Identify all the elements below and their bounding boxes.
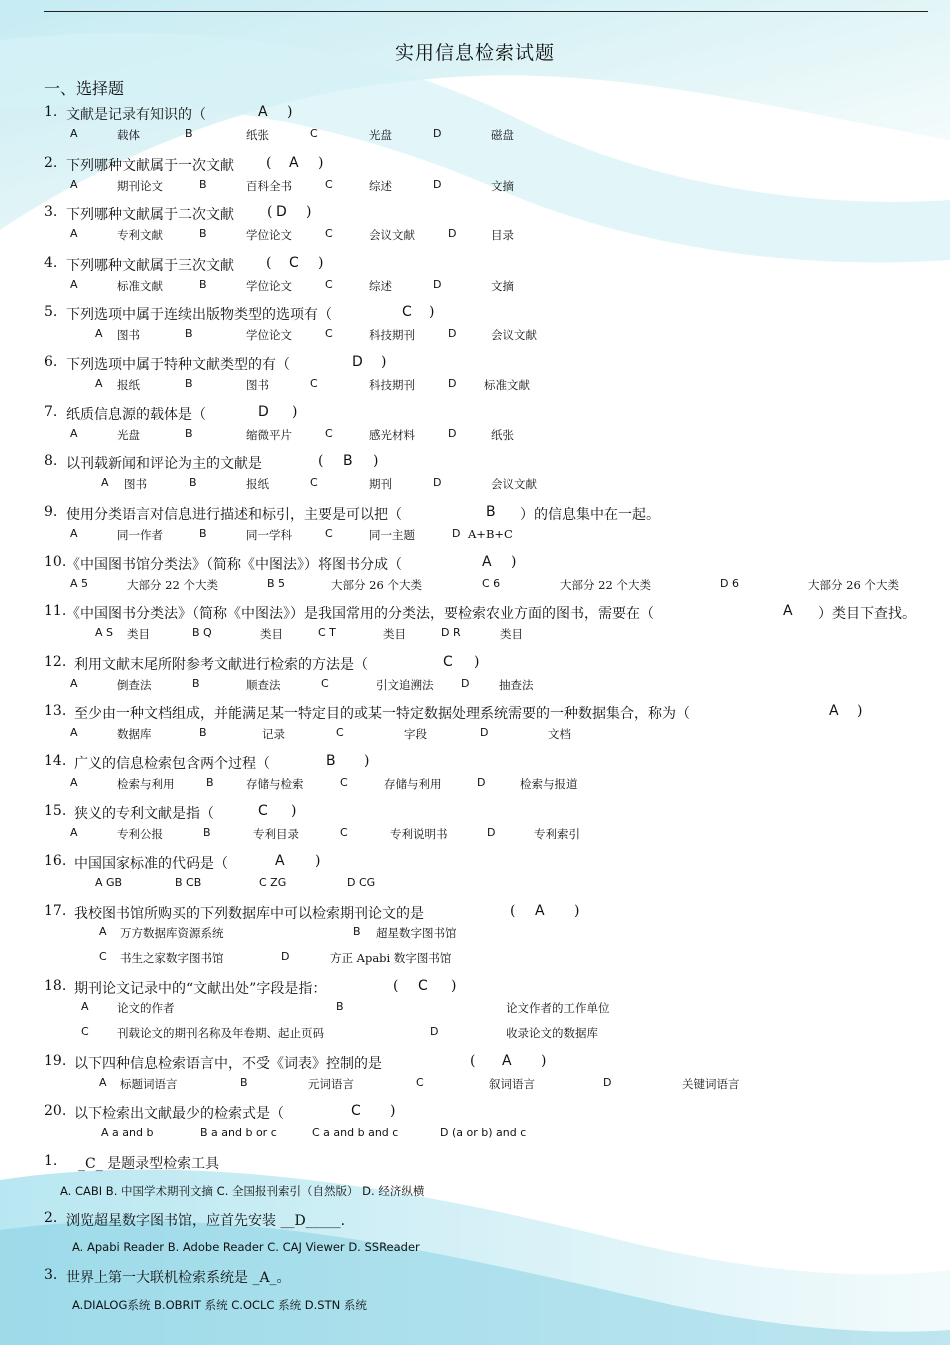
- option-label: C: [336, 726, 344, 739]
- option-label: B: [199, 278, 207, 291]
- option-text: 标准文献: [484, 378, 530, 392]
- option-text: 论文的作者: [117, 1001, 175, 1015]
- answer-letter: C: [402, 304, 412, 320]
- question-text: 狭义的专利文献是指（: [74, 806, 214, 822]
- option-text: 数据库: [117, 727, 152, 741]
- question-text: 下列选项中属于特种文献类型的有（: [66, 357, 290, 373]
- answer-letter: A: [829, 703, 839, 719]
- option-label: D: [448, 227, 457, 240]
- question-19: [44, 1053, 66, 1069]
- option-label: A: [70, 826, 78, 839]
- option-text: 同一学科: [246, 528, 292, 542]
- option-label: B: [189, 476, 197, 489]
- option-text: 报纸: [246, 477, 269, 491]
- question-9: [44, 504, 57, 520]
- question-text: 期刊论文记录中的“文献出处”字段是指：: [74, 981, 327, 997]
- option-text: 大部分 22 个大类: [127, 578, 218, 592]
- answer-letter: A: [275, 853, 285, 869]
- question-number: 9.: [44, 504, 58, 520]
- option-label: A: [70, 527, 78, 540]
- option-label: D: [448, 427, 457, 440]
- answer-letter: A: [783, 603, 793, 619]
- option-text: 图书: [117, 328, 140, 342]
- option-label: D: [448, 377, 457, 390]
- question-text: 文献是记录有知识的（: [66, 107, 206, 123]
- answer-paren-close: ): [318, 155, 324, 171]
- option-text: 同一作者: [117, 528, 163, 542]
- option-text: 字段: [404, 727, 427, 741]
- option-text: 检索与利用: [117, 777, 175, 791]
- option-text: 百科全书: [246, 179, 292, 193]
- question-text: 下列哪种文献属于一次文献: [66, 158, 234, 174]
- option-label: B Q: [192, 626, 212, 639]
- option-label: C ZG: [259, 876, 287, 889]
- part2-options: A. Apabi Reader B. Adobe Reader C. CAJ Viewer D. SSReader: [72, 1240, 420, 1254]
- option-label: B: [240, 1076, 248, 1089]
- option-text: 报纸: [117, 378, 140, 392]
- option-label: B: [199, 726, 207, 739]
- option-label: B CB: [175, 876, 202, 889]
- option-label: C T: [318, 626, 336, 639]
- question-number: 15.: [44, 803, 67, 819]
- option-text: 书生之家数字图书馆: [120, 951, 224, 965]
- option-label: B 5: [267, 577, 286, 590]
- option-label: B: [199, 178, 207, 191]
- answer-paren-close: ): [291, 803, 297, 819]
- question-15: [44, 803, 66, 819]
- option-text: 专利索引: [534, 827, 580, 841]
- answer-paren-close: ): [292, 404, 298, 420]
- question-text: 以下四种信息检索语言中，不受《词表》控制的是: [74, 1056, 382, 1072]
- answer-letter: B: [486, 504, 496, 520]
- question-18: [44, 978, 66, 994]
- option-label: D: [433, 476, 442, 489]
- answer-paren-close: ): [451, 978, 457, 994]
- question-number: 11.: [44, 603, 67, 619]
- question-number: 5.: [44, 304, 58, 320]
- option-label: A GB: [95, 876, 123, 889]
- option-text: 图书: [124, 477, 147, 491]
- option-label: B: [185, 327, 193, 340]
- question-number: 6.: [44, 354, 58, 370]
- answer-paren-open: (: [266, 255, 272, 271]
- answer-paren-close: ): [364, 753, 370, 769]
- option-text: 会议文献: [491, 477, 537, 491]
- option-label: A: [70, 278, 78, 291]
- option-label: A 5: [70, 577, 89, 590]
- answer-paren-close: ): [287, 104, 293, 120]
- option-text: 磁盘: [491, 128, 514, 142]
- option-label: A: [70, 427, 78, 440]
- option-text: 记录: [262, 727, 285, 741]
- answer-paren-close: ): [306, 204, 312, 220]
- question-4: [44, 255, 57, 271]
- option-label: C: [99, 950, 107, 963]
- section-heading: 一、选择题: [44, 79, 125, 98]
- option-label: B: [199, 227, 207, 240]
- option-label: B: [203, 826, 211, 839]
- part2-options: A.DIALOG系统 B.OBRIT 系统 C.OCLC 系统 D.STN 系统: [72, 1298, 367, 1312]
- answer-letter: A: [289, 155, 299, 171]
- option-text: 综述: [369, 279, 392, 293]
- option-label: A: [70, 677, 78, 690]
- option-text: 载体: [117, 128, 140, 142]
- option-text: 纸张: [491, 428, 514, 442]
- option-label: D: [448, 327, 457, 340]
- option-text: 引文追溯法: [376, 678, 434, 692]
- header-rule: [44, 11, 928, 12]
- option-text: 倒查法: [117, 678, 152, 692]
- option-label: D: [433, 278, 442, 291]
- option-label: C a and b and c: [312, 1126, 399, 1139]
- option-text: 专利说明书: [390, 827, 448, 841]
- question-8: [44, 453, 57, 469]
- answer-paren-open: (: [510, 903, 516, 919]
- option-text: 光盘: [117, 428, 140, 442]
- question-6: [44, 354, 57, 370]
- answer-paren-close: ): [857, 703, 863, 719]
- answer-paren-open: (: [393, 978, 399, 994]
- option-label: C: [340, 776, 348, 789]
- question-number: 17.: [44, 903, 67, 919]
- answer-paren-close: ): [390, 1103, 396, 1119]
- answer-paren-close: ): [574, 903, 580, 919]
- option-text: 类目: [500, 627, 523, 641]
- option-label: C: [325, 278, 333, 291]
- option-label: D: [603, 1076, 612, 1089]
- option-label: B: [353, 925, 361, 938]
- question-number: 12.: [44, 654, 67, 670]
- question-text: 下列哪种文献属于二次文献: [66, 207, 234, 223]
- option-text: 科技期刊: [369, 328, 415, 342]
- option-label: A: [95, 377, 103, 390]
- option-label: D: [480, 726, 489, 739]
- option-text: 专利目录: [253, 827, 299, 841]
- answer-paren-open: (: [470, 1053, 476, 1069]
- question-text: 《中国图书分类法》（简称《中图法》）是我国常用的分类法，要检索农业方面的图书，需要在（: [66, 606, 654, 622]
- answer-letter: A: [258, 104, 268, 120]
- option-text: 标题词语言: [120, 1077, 178, 1091]
- option-label: A: [70, 776, 78, 789]
- answer-letter: A: [482, 554, 492, 570]
- option-text: 顺查法: [246, 678, 281, 692]
- option-label: C: [416, 1076, 424, 1089]
- option-label: A: [99, 925, 107, 938]
- question-number: 13.: [44, 703, 67, 719]
- question-number: 1.: [44, 104, 58, 120]
- option-text: 存储与检索: [246, 777, 304, 791]
- option-label: D: [433, 127, 442, 140]
- option-text: 检索与报道: [520, 777, 578, 791]
- option-text: 抽查法: [499, 678, 534, 692]
- question-text: 广义的信息检索包含两个过程（: [74, 756, 270, 772]
- option-label: C: [81, 1025, 89, 1038]
- answer-letter: B: [343, 453, 353, 469]
- question-number: 16.: [44, 853, 67, 869]
- question-text: 《中国图书馆分类法》（简称《中图法》）将图书分成（: [66, 557, 402, 573]
- question-text: 下列选项中属于连续出版物类型的选项有（: [66, 307, 332, 323]
- answer-paren-close: ): [318, 255, 324, 271]
- option-label: A: [101, 476, 109, 489]
- answer-letter: D: [276, 204, 287, 220]
- option-label: D: [433, 178, 442, 191]
- option-text: 方正 Apabi 数字图书馆: [330, 951, 452, 965]
- option-text: 标准文献: [117, 279, 163, 293]
- option-text: 存储与利用: [384, 777, 442, 791]
- option-text: 学位论文: [246, 228, 292, 242]
- answer-letter: D: [258, 404, 269, 420]
- option-text: 大部分 26 个大类: [808, 578, 899, 592]
- question-text: 使用分类语言对信息进行描述和标引，主要是可以把（: [66, 507, 402, 523]
- part2-number: 2.: [44, 1210, 58, 1226]
- option-text: 文档: [548, 727, 571, 741]
- option-label: C: [321, 677, 329, 690]
- option-label: D (a or b) and c: [440, 1126, 527, 1139]
- answer-paren-close: ): [373, 453, 379, 469]
- option-text: 缩微平片: [246, 428, 292, 442]
- option-text: A+B+C: [468, 527, 513, 541]
- option-label: D: [461, 677, 470, 690]
- option-label: B: [185, 127, 193, 140]
- option-text: 文摘: [491, 179, 514, 193]
- answer-paren-close: ): [541, 1053, 547, 1069]
- option-text: 光盘: [369, 128, 392, 142]
- question-number: 20.: [44, 1103, 67, 1119]
- option-text: 收录论文的数据库: [506, 1026, 598, 1040]
- question-7: [44, 404, 57, 420]
- question-number: 7.: [44, 404, 58, 420]
- part2-number: 3.: [44, 1267, 58, 1283]
- option-label: A: [81, 1000, 89, 1013]
- question-text-tail: ）的信息集中在一起。: [520, 507, 660, 523]
- question-2: [44, 155, 57, 171]
- question-number: 4.: [44, 255, 58, 271]
- option-label: D: [477, 776, 486, 789]
- option-text: 论文作者的工作单位: [506, 1001, 610, 1015]
- question-17: [44, 903, 66, 919]
- option-text: 大部分 26 个大类: [331, 578, 422, 592]
- question-text: 以刊载新闻和评论为主的文献是: [66, 456, 262, 472]
- option-label: B: [185, 427, 193, 440]
- option-label: B a and b or c: [200, 1126, 277, 1139]
- question-text: 下列哪种文献属于三次文献: [66, 258, 234, 274]
- option-text: 会议文献: [491, 328, 537, 342]
- question-11: [44, 603, 66, 619]
- question-3: [44, 204, 57, 220]
- option-label: A: [70, 127, 78, 140]
- question-text: 我校图书馆所购买的下列数据库中可以检索期刊论文的是: [74, 906, 424, 922]
- option-label: C: [310, 377, 318, 390]
- answer-paren-close: ): [429, 304, 435, 320]
- question-10: [44, 554, 66, 570]
- option-text: 文摘: [491, 279, 514, 293]
- option-label: C 6: [482, 577, 501, 590]
- answer-letter: D: [352, 354, 363, 370]
- question-text: 纸质信息源的载体是（: [66, 407, 206, 423]
- option-text: 科技期刊: [369, 378, 415, 392]
- option-label: D: [487, 826, 496, 839]
- option-label: C: [310, 127, 318, 140]
- question-number: 19.: [44, 1053, 67, 1069]
- question-16: [44, 853, 66, 869]
- option-text: 大部分 22 个大类: [560, 578, 651, 592]
- question-number: 14.: [44, 753, 67, 769]
- question-5: [44, 304, 57, 320]
- option-text: 类目: [127, 627, 150, 641]
- option-text: 专利公报: [117, 827, 163, 841]
- option-label: C: [325, 227, 333, 240]
- question-number: 18.: [44, 978, 67, 994]
- option-text: 超星数字图书馆: [376, 926, 457, 940]
- option-text: 综述: [369, 179, 392, 193]
- part2-question-text: _C_ 是题录型检索工具: [78, 1156, 220, 1172]
- answer-letter: C: [418, 978, 428, 994]
- answer-paren-close: ): [511, 554, 517, 570]
- question-20: [44, 1103, 66, 1119]
- answer-letter: A: [502, 1053, 512, 1069]
- question-number: 10.: [44, 554, 67, 570]
- option-text: 期刊论文: [117, 179, 163, 193]
- question-number: 8.: [44, 453, 58, 469]
- answer-paren-close: ): [315, 853, 321, 869]
- question-text: 利用文献末尾所附参考文献进行检索的方法是（: [74, 657, 368, 673]
- option-label: A: [95, 327, 103, 340]
- part2-question-text: 浏览超星数字图书馆，应首先安装 __D_____.: [66, 1213, 346, 1229]
- option-text: 关键词语言: [682, 1077, 740, 1091]
- option-text: 学位论文: [246, 328, 292, 342]
- option-label: A: [70, 178, 78, 191]
- option-text: 图书: [246, 378, 269, 392]
- question-number: 3.: [44, 204, 58, 220]
- question-number: 2.: [44, 155, 58, 171]
- part2-options: A. CABI B. 中国学术期刊文摘 C. 全国报刊索引（自然版） D. 经济纵横: [60, 1184, 425, 1198]
- option-text: 专利文献: [117, 228, 163, 242]
- answer-letter: B: [326, 753, 336, 769]
- option-label: A: [70, 227, 78, 240]
- option-label: D: [430, 1025, 439, 1038]
- option-label: C: [310, 476, 318, 489]
- option-text: 同一主题: [369, 528, 415, 542]
- answer-paren-close: ): [381, 354, 387, 370]
- option-text: 学位论文: [246, 279, 292, 293]
- option-text: 类目: [383, 627, 406, 641]
- option-text: 纸张: [246, 128, 269, 142]
- answer-letter: C: [289, 255, 299, 271]
- option-text: 感光材料: [369, 428, 415, 442]
- answer-paren-open: (: [267, 204, 273, 220]
- question-text: 中国国家标准的代码是（: [74, 856, 228, 872]
- question-text: 以下检索出文献最少的检索式是（: [74, 1106, 284, 1122]
- option-label: B: [185, 377, 193, 390]
- question-text: 至少由一种文档组成，并能满足某一特定目的或某一特定数据处理系统需要的一种数据集合，称为（: [74, 706, 690, 722]
- answer-letter: C: [351, 1103, 361, 1119]
- option-text: 类目: [260, 627, 283, 641]
- question-13: [44, 703, 66, 719]
- option-label: D CG: [347, 876, 376, 889]
- option-label: A: [99, 1076, 107, 1089]
- option-label: D R: [441, 626, 461, 639]
- answer-letter: C: [258, 803, 268, 819]
- question-14: [44, 753, 66, 769]
- option-label: C: [325, 427, 333, 440]
- option-label: B: [336, 1000, 344, 1013]
- question-1: [44, 104, 57, 120]
- option-text: 叙词语言: [489, 1077, 535, 1091]
- option-text: 刊载论文的期刊名称及年卷期、起止页码: [117, 1026, 324, 1040]
- option-label: B: [192, 677, 200, 690]
- option-text: 万方数据库资源系统: [120, 926, 224, 940]
- option-label: C: [325, 178, 333, 191]
- option-label: D: [452, 527, 461, 540]
- answer-paren-close: ): [474, 654, 480, 670]
- option-text: 期刊: [369, 477, 392, 491]
- answer-paren-open: (: [318, 453, 324, 469]
- option-label: B: [199, 527, 207, 540]
- option-label: D: [281, 950, 290, 963]
- option-label: D 6: [720, 577, 739, 590]
- page-title: 实用信息检索试题: [394, 42, 555, 64]
- question-text-tail: ）类目下查找。: [818, 606, 916, 622]
- option-text: 目录: [491, 228, 514, 242]
- question-12: [44, 654, 66, 670]
- answer-letter: A: [535, 903, 545, 919]
- option-text: 会议文献: [369, 228, 415, 242]
- option-label: A: [70, 726, 78, 739]
- option-label: C: [325, 327, 333, 340]
- option-label: C: [340, 826, 348, 839]
- option-label: A S: [95, 626, 114, 639]
- part2-number: 1.: [44, 1153, 58, 1169]
- option-label: C: [325, 527, 333, 540]
- option-label: A a and b: [101, 1126, 154, 1139]
- answer-letter: C: [443, 654, 453, 670]
- option-text: 元词语言: [308, 1077, 354, 1091]
- answer-paren-open: (: [266, 155, 272, 171]
- part2-question-text: 世界上第一大联机检索系统是 _A_。: [66, 1270, 291, 1286]
- option-label: B: [206, 776, 214, 789]
